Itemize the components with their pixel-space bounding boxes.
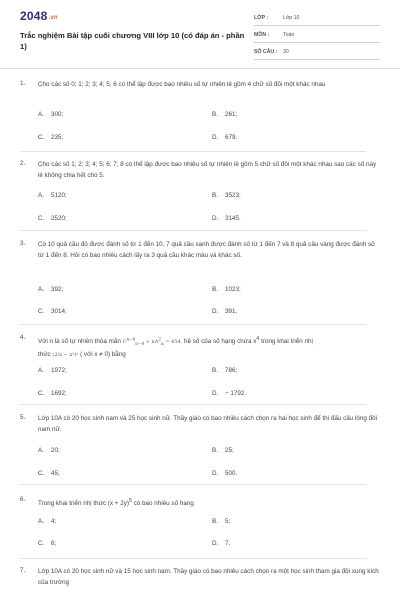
option-a[interactable]: A. 1972; bbox=[38, 367, 67, 374]
logo-tld: .vn bbox=[48, 15, 58, 21]
option-d[interactable]: D. 500. bbox=[212, 470, 238, 477]
question-divider bbox=[20, 151, 366, 152]
option-a[interactable]: A. 4; bbox=[38, 518, 57, 525]
meta-class-value: Lớp 10 bbox=[283, 15, 300, 21]
question-divider bbox=[20, 404, 366, 405]
question-number: 6. bbox=[20, 496, 26, 503]
meta-subject-value: Toán bbox=[283, 32, 295, 38]
option-a[interactable]: A. 5120; bbox=[38, 192, 67, 199]
meta-count-row bbox=[254, 46, 380, 60]
option-b[interactable]: B. 5; bbox=[212, 518, 231, 525]
option-c[interactable]: C. 6; bbox=[38, 540, 57, 547]
page-header bbox=[0, 0, 400, 62]
binomial-expression: (2/x − x³)ⁿ bbox=[52, 351, 79, 358]
question-text: Có 10 quả cầu đỏ được đánh số từ 1 đến 10, 7 quả cầu xanh được đánh số từ 1 đến 7 và 8 quả cầu vàng được đánh số từ 1 đến 8. Hỏi có bao nhiêu cách lấy ra 3 quả cầu khác màu và khác số. bbox=[38, 241, 375, 259]
option-d[interactable]: D. 679. bbox=[212, 134, 238, 141]
meta-class-row bbox=[254, 12, 380, 26]
binomial-formula: $C^{n-6}_{n-4} + nA^2_n = 454$, bbox=[122, 336, 183, 347]
option-b[interactable]: B. 3523; bbox=[212, 192, 241, 199]
site-logo[interactable] bbox=[20, 9, 58, 23]
option-c[interactable]: C. 235; bbox=[38, 134, 64, 141]
question-number: 3. bbox=[20, 240, 26, 247]
option-d[interactable]: D. 7. bbox=[212, 540, 231, 547]
meta-subject-row bbox=[254, 29, 380, 43]
question-text: Trong khai triển nhị thức $(x + 2y)^5$ có bao nhiêu số hạng bbox=[38, 498, 194, 508]
meta-class-label: LỚP : bbox=[254, 15, 269, 21]
meta-info bbox=[254, 12, 380, 63]
question-text: Lớp 10A có 20 học sinh nam và 25 học sinh nữ. Thầy giáo có bao nhiêu cách chọn ra hai học sinh để thi đấu cầu lông đôi nam nữ. bbox=[38, 415, 378, 433]
question-number: 5. bbox=[20, 414, 26, 421]
question-text: Cho các số 0; 1; 2; 3; 4; 5; 6 có thể lập được bao nhiêu số tự nhiên lẻ gồm 4 chữ số đôi một khác nhau bbox=[38, 81, 326, 88]
question-divider bbox=[20, 484, 366, 485]
option-c[interactable]: C. 1692; bbox=[38, 390, 67, 397]
question-number: 2. bbox=[20, 160, 26, 167]
question-divider bbox=[20, 230, 366, 231]
meta-subject-label: MÔN : bbox=[254, 32, 270, 38]
option-d[interactable]: D. 391. bbox=[212, 308, 238, 315]
option-a[interactable]: A. 392; bbox=[38, 286, 64, 293]
header-divider bbox=[0, 68, 400, 69]
option-b[interactable]: B. 261; bbox=[212, 111, 238, 118]
logo-text: 2048 bbox=[20, 9, 48, 23]
question-divider bbox=[20, 558, 366, 559]
question-number: 1. bbox=[20, 80, 26, 87]
meta-count-value: 30 bbox=[283, 49, 289, 55]
option-a[interactable]: A. 20; bbox=[38, 447, 60, 454]
option-a[interactable]: A. 300; bbox=[38, 111, 64, 118]
question-divider bbox=[20, 324, 366, 325]
question-text: Cho các số 1; 2; 3; 4; 5; 6; 7; 8 có thể lập được bao nhiêu số tự nhiên lẻ gồm 5 chữ số đôi một khác nhau sao các số này lẻ không chia hết cho 5. bbox=[38, 161, 377, 179]
question-text: Lớp 10A có 20 học sinh nữ và 15 học sinh nam. Thầy giáo có bao nhiêu cách chọn ra một học sinh tham gia đội xung kích của trường bbox=[38, 568, 379, 586]
option-c[interactable]: C. 45; bbox=[38, 470, 60, 477]
option-b[interactable]: B. 786; bbox=[212, 367, 238, 374]
document-title: Trắc nghiệm Bài tập cuối chương VIII lớp 10 (có đáp án - phần 1) bbox=[20, 31, 245, 51]
meta-count-label: SỐ CÂU : bbox=[254, 49, 278, 55]
option-d[interactable]: D. 3145. bbox=[212, 215, 241, 222]
option-d[interactable]: D. − 1792. bbox=[212, 390, 247, 397]
question-number: 4. bbox=[20, 334, 26, 341]
option-b[interactable]: B. 1023; bbox=[212, 286, 241, 293]
question-text: Với n là số tự nhiên thỏa mãn $C^{n-6}_{n-4} + nA^2_n = 454$, hệ số của số hạng chứa $x^4$ trong khai triển nhị thức (2/x − x³)ⁿ ( với x ≠ 0) bằng bbox=[38, 336, 313, 358]
option-c[interactable]: C. 2520; bbox=[38, 215, 67, 222]
option-c[interactable]: C. 3014; bbox=[38, 308, 67, 315]
option-b[interactable]: B. 25; bbox=[212, 447, 234, 454]
question-number: 7. bbox=[20, 567, 26, 574]
